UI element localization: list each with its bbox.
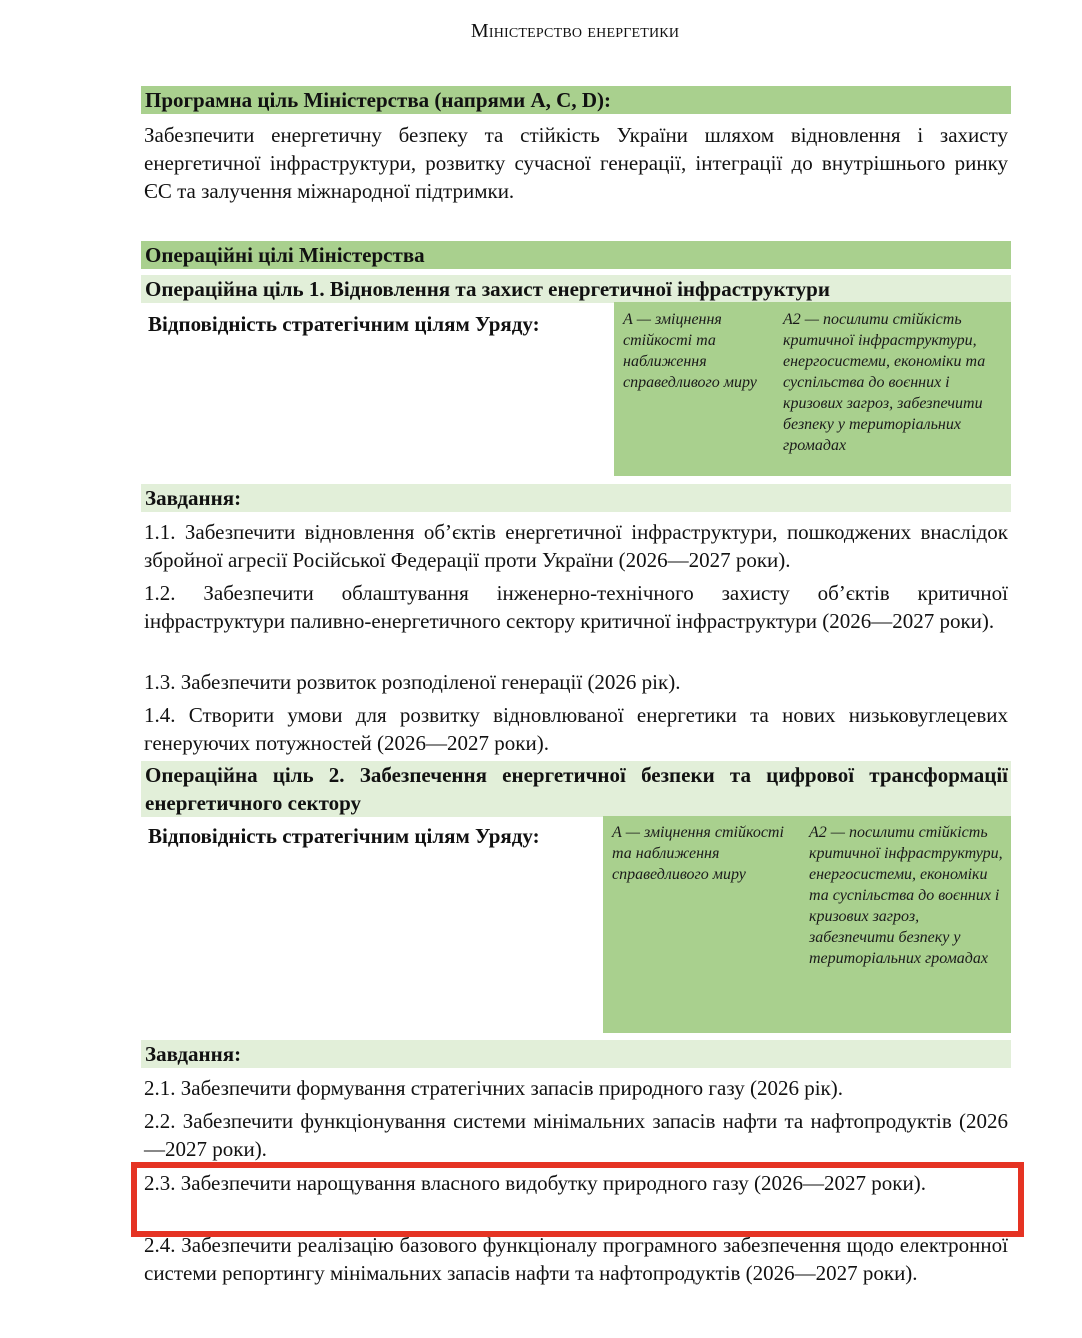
goal-2-sub-goal: А2 — посилити стійкість критичної інфраструктури, енергосистеми, економіки та суспільства до воєнних і кризових загроз, забезпечити безпеку у територіальних громадах bbox=[809, 824, 1003, 967]
task-1-4: 1.4. Створити умови для розвитку відновлюваної енергетики та нових низьковуглецевих генеруючих потужностей (2026—2027 роки). bbox=[144, 703, 1008, 755]
goal-2-tasks-heading: Завдання: bbox=[141, 1040, 1011, 1068]
goal-1-tasks-heading: Завдання: bbox=[141, 484, 1011, 512]
goal-1-sub-goal: А2 — посилити стійкість критичної інфраструктури, енергосистеми, економіки та суспільства до воєнних і кризових загроз, забезпечити безпеку у територіальних громадах bbox=[783, 311, 986, 454]
task-2-2: 2.2. Забезпечити функціонування системи мінімальних запасів нафти та нафтопродуктів (2026—2027 роки). bbox=[144, 1109, 1008, 1161]
program-goal-text: Забезпечити енергетичну безпеку та стійкість України шляхом відновлення і захисту енергетичної інфраструктури, розвитку сучасної генерації, інтеграції до внутрішнього ринку ЄС та залучення міжнародної підтримки. bbox=[144, 123, 1008, 203]
operational-goals-heading: Операційні цілі Міністерства bbox=[141, 241, 1011, 269]
goal-1-correspondence-label: Відповідність стратегічним цілям Уряду: bbox=[148, 312, 540, 336]
task-2-3: 2.3. Забезпечити нарощування власного видобутку природного газу (2026—2027 роки). bbox=[144, 1171, 926, 1195]
task-1-3: 1.3. Забезпечити розвиток розподіленої генерації (2026 рік). bbox=[144, 670, 681, 694]
goal-2-correspondence-label: Відповідність стратегічним цілям Уряду: bbox=[148, 824, 540, 848]
operational-goal-1-title: Операційна ціль 1. Відновлення та захист енергетичної інфраструктури bbox=[141, 275, 1011, 303]
task-1-1: 1.1. Забезпечити відновлення об’єктів енергетичної інфраструктури, пошкоджених внаслідок збройної агресії Російської Федерації проти України (2026—2027 роки). bbox=[144, 520, 1008, 572]
goal-2-strategic-goal: А — зміцнення стійкості та наближення справедливого миру bbox=[612, 824, 784, 883]
task-1-2: 1.2. Забезпечити облаштування інженерно-технічного захисту об’єктів критичної інфраструктури паливно-енергетичного сектору критичної інфраструктури (2026—2027 роки). bbox=[144, 581, 1008, 633]
program-goal-heading: Програмна ціль Міністерства (напрями A, C, D): bbox=[141, 86, 1011, 114]
goal-1-strategic-goal: А — зміцнення стійкості та наближення справедливого миру bbox=[623, 311, 757, 391]
operational-goal-2-title: Операційна ціль 2. Забезпечення енергетичної безпеки та цифрової трансформації енергетичного сектору bbox=[141, 761, 1011, 817]
task-2-1: 2.1. Забезпечити формування стратегічних запасів природного газу (2026 рік). bbox=[144, 1076, 843, 1100]
ministry-header: Міністерство енергетики bbox=[470, 20, 680, 42]
highlight-frame bbox=[131, 1162, 1024, 1237]
task-2-4: 2.4. Забезпечити реалізацію базового функціоналу програмного забезпечення щодо електронної системи репортингу мінімальних запасів нафти та нафтопродуктів (2026—2027 роки). bbox=[144, 1233, 1008, 1285]
